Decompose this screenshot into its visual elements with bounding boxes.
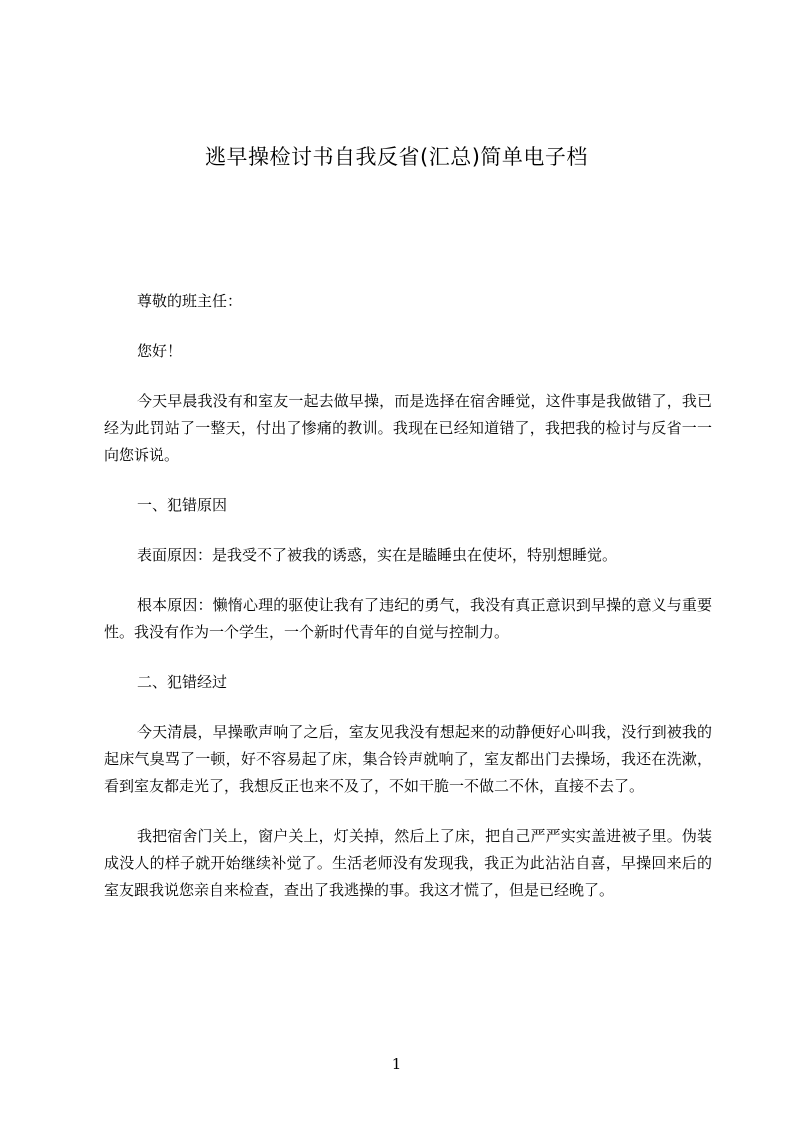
page-number: 1	[391, 1055, 402, 1073]
greeting: 您好！	[137, 342, 183, 360]
document-title: 逃早操检讨书自我反省(汇总)简单电子档	[205, 145, 588, 169]
process-paragraph-1: 今天清晨，早操歌声响了之后，室友见我没有想起来的动静便好心叫我，没行到被我的起床气臭骂了一顿，好不容易起了床，集合铃声就响了，室友都出门去操场，我还在洗漱，看到室友都走光了，我想反正也来不及了，不如干脆一不做二不休，直接不去了。	[104, 723, 712, 795]
surface-cause-paragraph: 表面原因：是我受不了被我的诱惑，实在是瞌睡虫在使坏，特别想睡觉。	[137, 546, 618, 564]
root-cause-paragraph: 根本原因：懒惰心理的驱使让我有了违纪的勇气，我没有真正意识到早操的意义与重要性。我没有作为一个学生，一个新时代青年的自觉与控制力。	[104, 596, 712, 641]
document-body	[104, 288, 712, 927]
section-heading-causes: 一、犯错原因	[137, 496, 228, 514]
section-heading-process: 二、犯错经过	[137, 673, 228, 691]
process-paragraph-2: 我把宿舍门关上，窗户关上，灯关掉，然后上了床，把自己严严实实盖进被子里。伪装成没人的样子就开始继续补觉了。生活老师没有发现我，我正为此沾沾自喜，早操回来后的室友跟我说您亲自来检查，查出了我逃操的事。我这才慌了，但是已经晚了。	[104, 827, 712, 899]
salutation: 尊敬的班主任：	[137, 292, 243, 310]
intro-paragraph: 今天早晨我没有和室友一起去做早操，而是选择在宿舍睡觉，这件事是我做错了，我已经为此罚站了一整天，付出了惨痛的教训。我现在已经知道错了，我把我的检讨与反省一一向您诉说。	[104, 392, 712, 464]
